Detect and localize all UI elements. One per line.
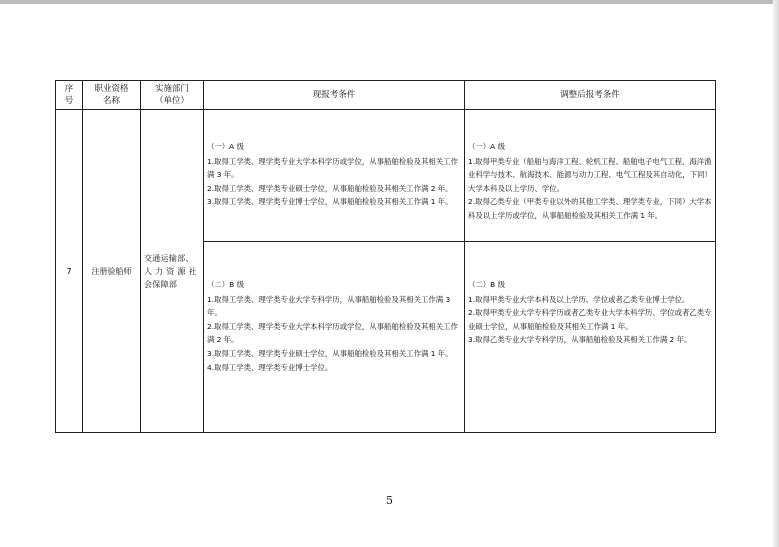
header-adjusted-conditions — [465, 81, 716, 110]
list-item: 1.取得工学类、理学类专业大学本科学历或学位，从事船舶检验及其相关工作满 3 年。 — [207, 156, 458, 180]
adjusted-b-block — [465, 242, 715, 432]
qual-name-value: 注册验船师 — [91, 266, 132, 276]
header-current-conditions — [204, 81, 465, 110]
seq-value: 7 — [66, 266, 72, 276]
list-item: 2.取得工学类、理学类专业硕士学位，从事船舶检验及其相关工作满 2 年。 — [207, 183, 453, 193]
current-b-block — [204, 242, 464, 432]
list-item: 1.取得甲类专业大学本科及以上学历、学位或者乙类专业博士学位。 — [468, 294, 690, 304]
current-b-title: （二）B 级 — [207, 280, 244, 289]
current-b-cell — [204, 242, 465, 433]
list-item: 2.取得工学类、理学类专业大学本科学历或学位，从事船舶检验及其相关工作满 2 年。 — [207, 321, 458, 345]
header-dept-text: 实施部门 （单位） — [154, 84, 189, 106]
dept-cell — [141, 110, 204, 433]
list-item: 2.取得乙类专业（甲类专业以外的其他工学类、理学类专业，下同）大学本科及以上学历或学位，从事船舶检验及其相关工作满 1 年。 — [468, 197, 712, 220]
header-seq-text: 序 号 — [64, 84, 74, 106]
adjusted-b-cell — [465, 242, 716, 433]
header-current-text: 现报考条件 — [312, 90, 356, 100]
header-dept — [141, 81, 204, 110]
page-number: 5 — [386, 494, 393, 507]
list-item: 4.取得工学类、理学类专业博士学位。 — [207, 362, 333, 372]
current-a-block — [204, 110, 464, 241]
list-item: 3.取得乙类专业大学专科学历，从事船舶检验及其相关工作满 2 年。 — [468, 335, 692, 345]
qual-name-cell — [83, 110, 141, 433]
current-a-cell — [204, 110, 465, 242]
header-seq — [56, 81, 83, 110]
list-item: 2.取得甲类专业大学专科学历或者乙类专业大学本科学历、学位或者乙类专业硕士学位，从事船舶检验及其相关工作满 1 年。 — [468, 308, 712, 331]
qualification-table — [55, 80, 716, 433]
top-edge-shadow — [0, 0, 779, 4]
header-qual-name-text: 职业资格 名称 — [94, 84, 129, 106]
adjusted-b-title: （二）B 级 — [468, 280, 505, 289]
list-item: 3.取得工学类、理学类专业博士学位，从事船舶检验及其相关工作满 1 年。 — [207, 197, 453, 207]
adjusted-a-block — [465, 110, 715, 241]
table-row — [56, 110, 716, 242]
header-row — [56, 81, 716, 110]
seq-cell — [56, 110, 83, 433]
adjusted-a-cell — [465, 110, 716, 242]
adjusted-a-title: （一）A 级 — [468, 142, 505, 151]
list-item: 1.取得工学类、理学类专业大学专科学历，从事船舶检验及其相关工作满 3 年。 — [207, 294, 451, 318]
list-item: 1.取得甲类专业（船舶与海洋工程、轮机工程、船舶电子电气工程、海洋渔业科学与技术、航海技术、能源与动力工程、电气工程及其自动化，下同）大学本科及以上学历、学位。 — [468, 156, 712, 193]
current-a-title: （一）A 级 — [207, 142, 244, 151]
header-qual-name — [83, 81, 141, 110]
list-item: 3.取得工学类、理学类专业硕士学位，从事船舶检验及其相关工作满 1 年。 — [207, 348, 453, 358]
dept-value: 交通运输部、人 力 资 源 社会保障部 — [144, 253, 197, 289]
right-edge-shadow — [773, 0, 779, 547]
header-adjusted-text: 调整后报考条件 — [560, 90, 620, 100]
